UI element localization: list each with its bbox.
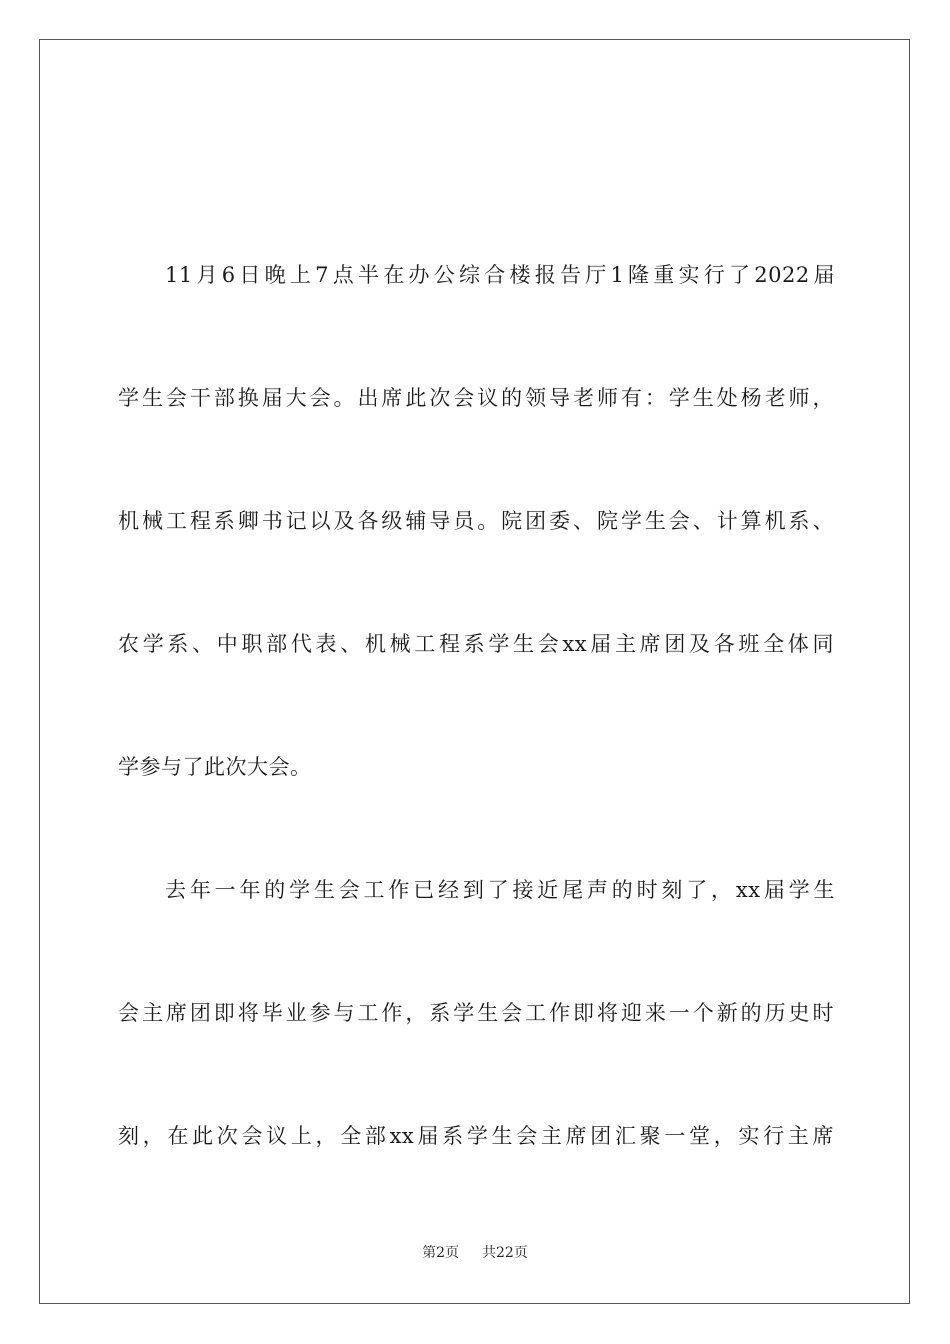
page-total: 共22页 <box>482 1245 528 1261</box>
page-number: 第2页 <box>422 1245 460 1261</box>
paragraph-1-line-3: 机械工程系卿书记以及各级辅导员。院团委、院学生会、计算机系、 <box>118 509 834 533</box>
paragraph-1-line-4: 农学系、中职部代表、机械工程系学生会xx届主席团及各班全体同 <box>118 632 834 656</box>
paragraph-1-line-5: 学参与了此次大会。 <box>118 755 312 779</box>
paragraph-2-line-3: 刻，在此次会议上，全部xx届系学生会主席团汇聚一堂，实行主席 <box>118 1124 834 1148</box>
page-border <box>39 39 910 1304</box>
paragraph-2-line-2: 会主席团即将毕业参与工作，系学生会工作即将迎来一个新的历史时 <box>118 1001 834 1025</box>
paragraph-1-line-1: 11月6日晚上7点半在办公综合楼报告厅1隆重实行了2022届 <box>165 263 835 287</box>
page-footer <box>0 1243 950 1263</box>
paragraph-1-line-2: 学生会干部换届大会。出席此次会议的领导老师有：学生处杨老师， <box>118 386 834 410</box>
paragraph-2-line-1: 去年一年的学生会工作已经到了接近尾声的时刻了，xx届学生 <box>165 878 835 902</box>
